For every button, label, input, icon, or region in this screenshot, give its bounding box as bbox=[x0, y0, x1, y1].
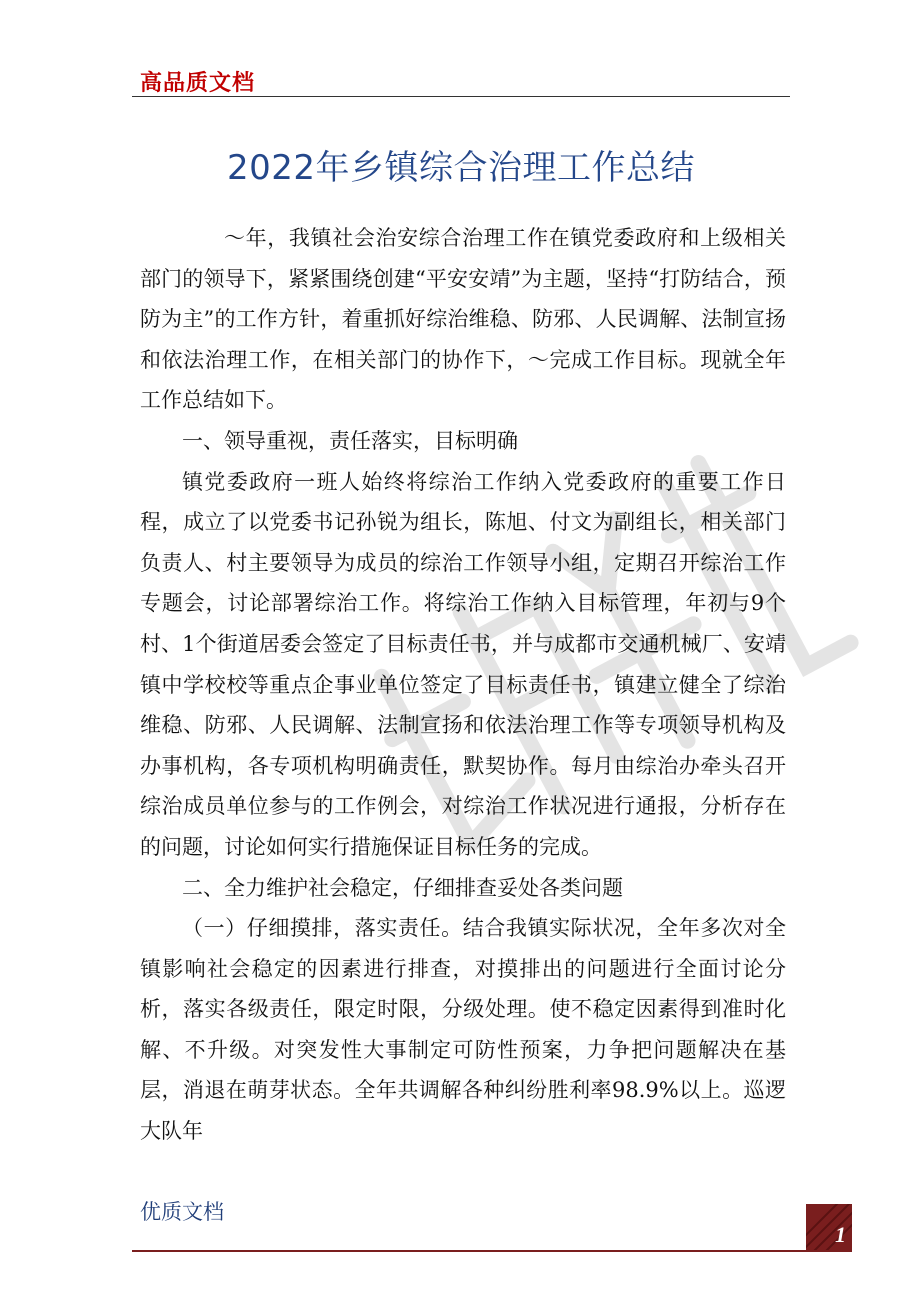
page-number-badge bbox=[806, 1204, 852, 1250]
header-divider bbox=[132, 96, 790, 97]
footer-divider bbox=[132, 1250, 852, 1252]
footer-brand: 优质文档 bbox=[140, 1200, 224, 1224]
section-heading-1: 一、领导重视，责任落实，目标明确 bbox=[182, 428, 518, 453]
header-brand: 高品质文档 bbox=[140, 71, 256, 96]
section-heading-2: 二、全力维护社会稳定，仔细排查妥处各类问题 bbox=[182, 875, 623, 900]
paragraph-section-2: （一）仔细摸排，落实责任。结合我镇实际状况，全年多次对全镇影响社会稳定的因素进行排查，对摸排出的问题进行全面讨论分析，落实各级责任，限定时限，分级处理。使不稳定因素得到准时化解、不升级。对突发性大事制定可防性预案，力争把问题解决在基层，消退在萌芽状态。全年共调解各种纠纷胜利率98.9%以上。巡逻大队年 bbox=[140, 916, 786, 1144]
document-body bbox=[140, 218, 786, 1152]
page-number: 1 bbox=[835, 1222, 846, 1247]
paragraph-section-1: 镇党委政府一班人始终将综治工作纳入党委政府的重要工作日程，成立了以党委书记孙锐为组长，陈旭、付文为副组长，相关部门负责人、村主要领导为成员的综治工作领导小组，定期召开综治工作专题会，讨论部署综治工作。将综治工作纳入目标管理，年初与9个村、1个街道居委会签定了目标责任书，并与成都市交通机械厂、安靖镇中学校校等重点企事业单位签定了目标责任书，镇建立健全了综治维稳、防邪、人民调解、法制宣扬和依法治理工作等专项领导机构及办事机构，各专项机构明确责任，默契协作。每月由综治办牵头召开综治成员单位参与的工作例会，对综治工作状况进行通报，分析存在的问题，讨论如何实行措施保证目标任务的完成。 bbox=[140, 469, 786, 859]
paragraph-intro: ～年，我镇社会治安综合治理工作在镇党委政府和上级相关部门的领导下，紧紧围绕创建“平安安靖”为主题，坚持“打防结合，预防为主”的工作方针，着重抓好综治维稳、防邪、人民调解、法制宣扬和依法治理工作，在相关部门的协作下，～完成工作目标。现就全年工作总结如下。 bbox=[140, 226, 786, 413]
document-title: 2022年乡镇综合治理工作总结 bbox=[226, 148, 696, 188]
